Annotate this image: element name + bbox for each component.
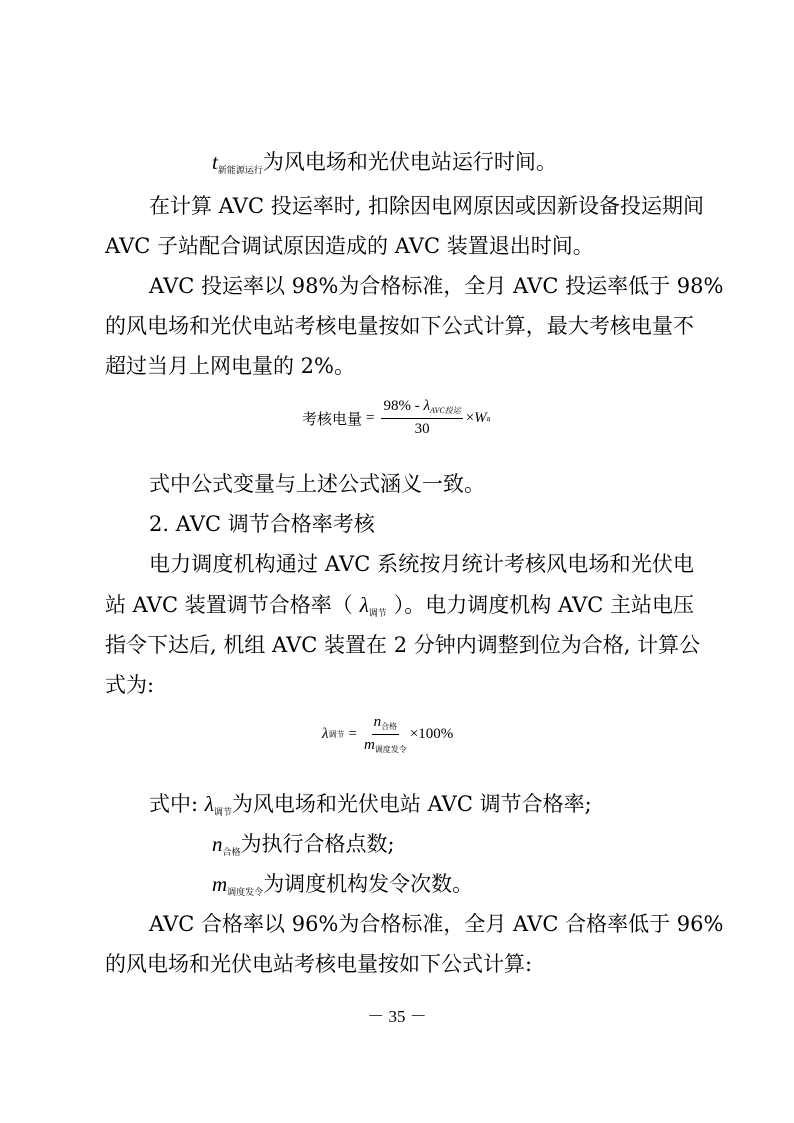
definition-m (212, 870, 473, 907)
formula2-numerator (372, 714, 400, 735)
paragraph-line: AVC 合格率以 96%为合格标准，全月 AVC 合格率低于 96% (149, 912, 724, 936)
paragraph-line-lambda (105, 591, 694, 628)
formula2-den-var: m (363, 737, 375, 753)
paragraph-line: AVC 子站配合调试原因造成的 AVC 装置退出时间。 (105, 234, 594, 258)
formula2-equals: = (348, 726, 357, 742)
variable-definition-t (212, 148, 557, 185)
var-t-description: 为风电场和光伏电站运行时间。 (262, 150, 557, 174)
paragraph-line: 式中公式变量与上述公式涵义一致。 (149, 472, 485, 496)
section-heading: 2. AVC 调节合格率考核 (149, 512, 375, 536)
formula2-fraction (364, 714, 407, 755)
formula1-w-sub: a (486, 413, 491, 423)
definition-m-var: m (212, 872, 228, 896)
formula-assessment-energy (302, 398, 490, 438)
formula1-num-var: λ (423, 398, 430, 414)
paragraph-line: 超过当月上网电量的 2%。 (105, 354, 355, 378)
lambda-var: λ (359, 593, 369, 617)
paragraph-line: 的风电场和光伏电站考核电量按如下公式计算，最大考核电量不 (105, 314, 694, 338)
formula1-times: × (465, 409, 475, 426)
definition-lambda-text: 为风电场和光伏电站 AVC 调节合格率; (231, 792, 592, 816)
page-number: － 35 － (367, 1007, 427, 1026)
definition-lambda-var: λ (204, 792, 214, 816)
definition-prefix: 式中: (149, 792, 205, 816)
definition-n (212, 830, 395, 867)
line10-part-a: 站 AVC 装置调节合格率（ (105, 593, 353, 617)
formula-regulation-rate (322, 714, 453, 755)
formula2-denominator (364, 735, 407, 755)
definition-m-text: 为调度机构发令次数。 (263, 872, 474, 896)
paragraph-line: 的风电场和光伏电站考核电量按如下公式计算: (105, 952, 533, 976)
formula1-w: W (474, 409, 487, 426)
formula1-num-sub: AVC投运 (429, 406, 461, 415)
formula2-percent: 100% (418, 726, 454, 742)
paragraph-line: 指令下达后, 机组 AVC 装置在 2 分钟内调整到位为合格, 计算公 (105, 633, 701, 657)
paragraph-line: 在计算 AVC 投运率时, 扣除因电网原因或因新设备投运期间 (149, 194, 705, 218)
var-t: t (212, 150, 218, 174)
definition-n-text: 为执行合格点数; (240, 832, 395, 856)
formula1-fraction (381, 398, 462, 438)
definition-n-var: n (212, 832, 223, 856)
definition-lambda (149, 790, 592, 827)
line10-part-b: ）。电力调度机构 AVC 主站电压 (393, 593, 694, 617)
formula1-lhs: 考核电量 (302, 409, 363, 428)
formula1-numerator (381, 398, 462, 419)
formula1-equals: = (366, 409, 375, 426)
lambda-subscript: 调节 (368, 609, 387, 619)
definition-lambda-sub: 调节 (213, 808, 232, 818)
formula2-times: × (409, 726, 419, 742)
paragraph-line: 电力调度机构通过 AVC 系统按月统计考核风电场和光伏电 (149, 552, 694, 576)
paragraph-line: AVC 投运率以 98%为合格标准，全月 AVC 投运率低于 98% (149, 274, 724, 298)
definition-n-sub: 合格 (222, 848, 241, 858)
formula1-denominator: 30 (414, 421, 430, 437)
formula1-num-const: 98% - (383, 398, 424, 414)
formula2-lhs-sub: 调节 (328, 730, 345, 739)
formula2-lhs-var: λ (322, 726, 329, 742)
formula2-den-sub: 调度发令 (374, 745, 407, 754)
formula2-num-var: n (373, 714, 382, 730)
formula2-num-sub: 合格 (381, 722, 398, 731)
definition-m-sub: 调度发令 (227, 888, 264, 898)
var-t-subscript: 新能源运行 (217, 166, 263, 176)
paragraph-line: 式为: (105, 673, 155, 697)
